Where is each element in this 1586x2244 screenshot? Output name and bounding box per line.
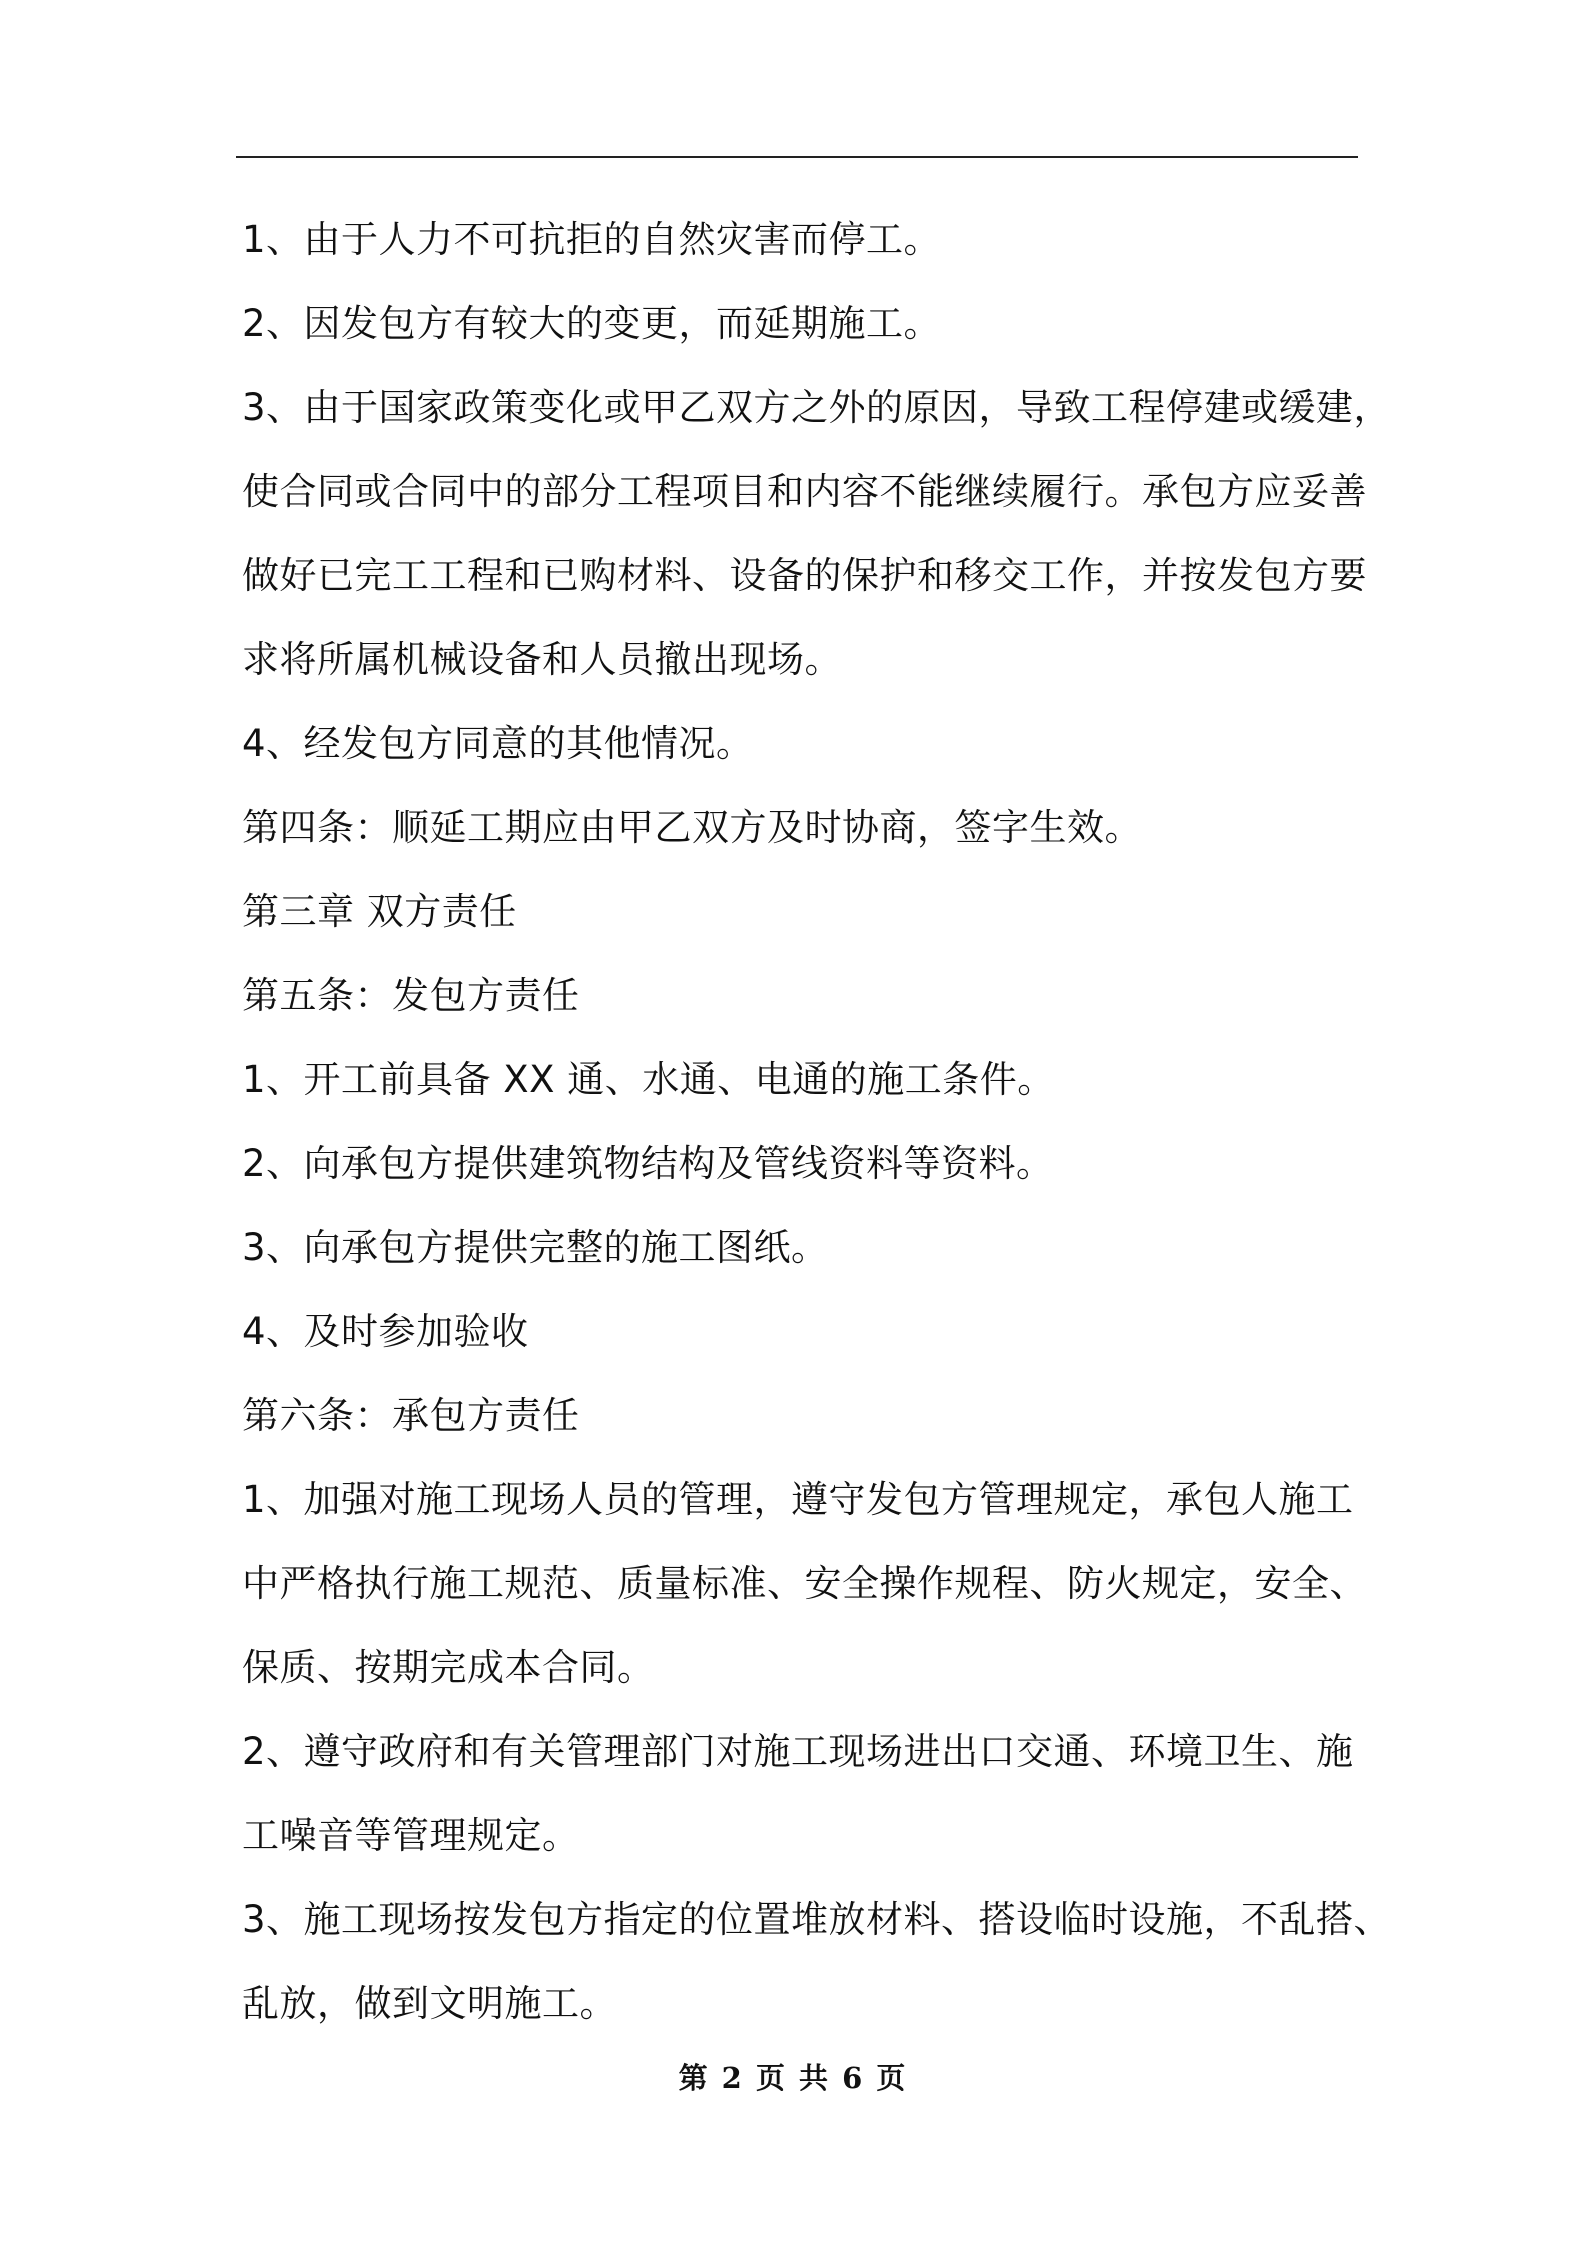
text-line: 乱放，做到文明施工。 <box>242 1982 617 2025</box>
text-line: 1、开工前具备 XX 通、水通、电通的施工条件。 <box>242 1058 1055 1101</box>
text-line: 3、由于国家政策变化或甲乙双方之外的原因，导致工程停建或缓建， <box>242 386 1392 429</box>
document-body <box>242 198 1392 2046</box>
text-line: 2、遵守政府和有关管理部门对施工现场进出口交通、环境卫生、施 <box>242 1730 1354 1773</box>
text-line: 中严格执行施工规范、质量标准、安全操作规程、防火规定，安全、 <box>242 1562 1367 1605</box>
article-heading: 第四条：顺延工期应由甲乙双方及时协商，签字生效。 <box>242 806 1142 849</box>
chapter-heading: 第三章 双方责任 <box>242 890 517 933</box>
page-number-footer: 第 2 页 共 6 页 <box>678 2061 908 2095</box>
text-line: 4、及时参加验收 <box>242 1310 529 1353</box>
text-line: 2、向承包方提供建筑物结构及管线资料等资料。 <box>242 1142 1054 1185</box>
text-line: 使合同或合同中的部分工程项目和内容不能继续履行。承包方应妥善 <box>242 470 1367 513</box>
text-line: 工噪音等管理规定。 <box>242 1814 580 1857</box>
text-line: 1、加强对施工现场人员的管理，遵守发包方管理规定，承包人施工 <box>242 1478 1354 1521</box>
text-line: 求将所属机械设备和人员撤出现场。 <box>242 638 842 681</box>
article-heading: 第六条：承包方责任 <box>242 1394 580 1437</box>
text-line: 3、向承包方提供完整的施工图纸。 <box>242 1226 829 1269</box>
text-line: 保质、按期完成本合同。 <box>242 1646 655 1689</box>
text-line: 2、因发包方有较大的变更，而延期施工。 <box>242 302 942 345</box>
text-line: 做好已完工工程和已购材料、设备的保护和移交工作，并按发包方要 <box>242 554 1367 597</box>
article-heading: 第五条：发包方责任 <box>242 974 580 1017</box>
text-line: 4、经发包方同意的其他情况。 <box>242 722 754 765</box>
text-line: 1、由于人力不可抗拒的自然灾害而停工。 <box>242 218 942 261</box>
text-line: 3、施工现场按发包方指定的位置堆放材料、搭设临时设施，不乱搭、 <box>242 1898 1392 1941</box>
header-divider <box>236 156 1358 158</box>
